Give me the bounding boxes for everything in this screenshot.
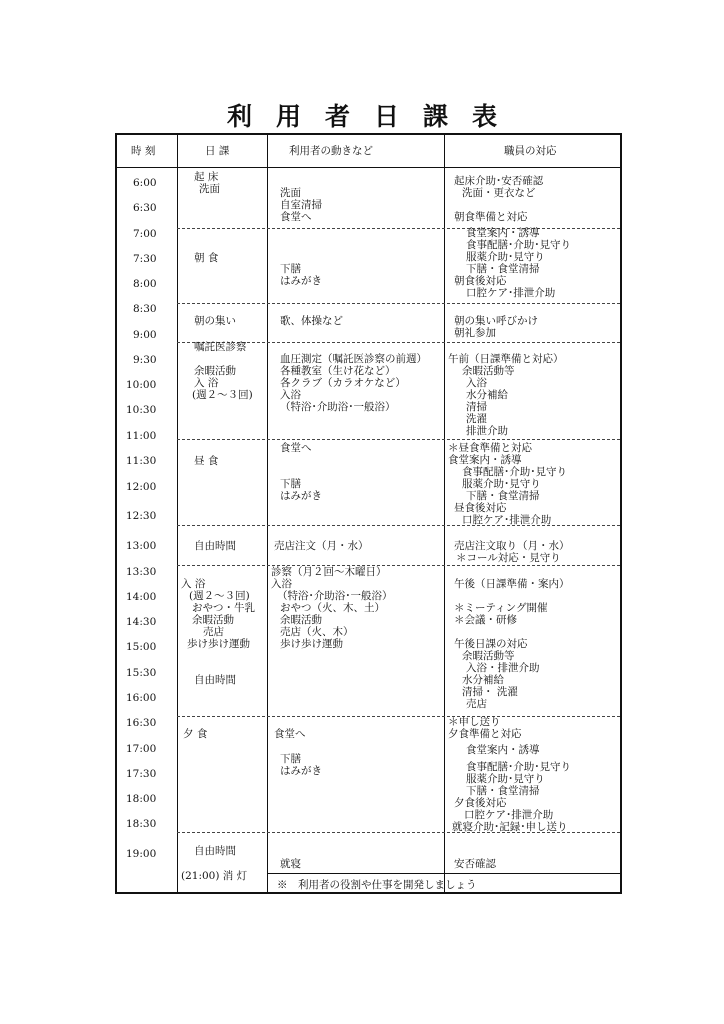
user-action: 就寝 <box>280 858 301 870</box>
schedule-item: 起 床 <box>194 171 219 183</box>
schedule-item: 昼 食 <box>194 455 219 467</box>
user-action: （特浴･介助浴･一般浴） <box>277 590 393 602</box>
staff-action: 午前（日課準備と対応） <box>448 353 564 365</box>
staff-action: ＊ミーティング開催 <box>454 602 548 614</box>
section-divider <box>177 525 620 526</box>
staff-action: 就寝介助･記録･申し送り <box>452 821 568 833</box>
time-label: 7:00 <box>133 228 157 240</box>
time-label: 13:30 <box>126 566 157 578</box>
schedule-item: 自由時間 <box>194 674 236 686</box>
time-label: 9:00 <box>133 329 157 341</box>
section-divider <box>177 228 620 229</box>
user-action: 入浴 <box>271 578 292 590</box>
section-divider <box>177 716 620 717</box>
staff-action: 食堂案内・誘導 <box>466 227 540 239</box>
user-action: 食堂へ <box>280 442 312 454</box>
staff-action: 下膳・食堂清掃 <box>466 490 540 502</box>
header-time: 時 刻 <box>131 145 156 157</box>
staff-action: 余暇活動等 <box>462 365 515 377</box>
staff-action: 入浴 <box>466 377 487 389</box>
user-action: はみがき <box>280 765 322 777</box>
user-action: 下膳 <box>280 753 301 765</box>
staff-action: ＊コール対応・見守り <box>456 552 561 564</box>
staff-action: 清掃・ 洗濯 <box>462 686 518 698</box>
staff-action: 入浴・排泄介助 <box>466 662 540 674</box>
staff-action: 売店注文取り（月・水） <box>454 540 570 552</box>
user-action: 歩け歩け運動 <box>280 638 343 650</box>
schedule-item: 余暇活動 <box>192 614 234 626</box>
staff-action: ＊会議・研修 <box>454 614 517 626</box>
note-rule <box>267 873 620 874</box>
user-action: 売店注文（月・水） <box>274 540 369 552</box>
user-action: 売店（火、木） <box>280 626 354 638</box>
staff-action: 洗面・更衣など <box>462 187 536 199</box>
staff-action: 朝の集い呼びかけ <box>454 315 538 327</box>
schedule-item: 歩け歩け運動 <box>187 638 250 650</box>
staff-action: 水分補給 <box>466 389 508 401</box>
user-action: 食堂へ <box>274 728 306 740</box>
user-action: はみがき <box>280 490 322 502</box>
staff-action: 服薬介助･見守り <box>466 251 545 263</box>
schedule-item: (週２～３回) <box>192 389 253 401</box>
staff-action: 余暇活動等 <box>462 650 515 662</box>
time-label: 8:00 <box>133 278 157 290</box>
time-label: 10:00 <box>126 379 157 391</box>
time-label: 8:30 <box>133 303 157 315</box>
time-label: 12:00 <box>126 481 157 493</box>
schedule-item: 入 浴 <box>194 377 219 389</box>
schedule-item: 自由時間 <box>194 845 236 857</box>
staff-action: 服薬介助･見守り <box>466 773 545 785</box>
header-staff-response: 職員の対応 <box>504 145 557 157</box>
staff-action: 午後（日課準備・案内） <box>454 578 570 590</box>
schedule-item: 売店 <box>203 626 224 638</box>
staff-action: 午後日課の対応 <box>454 638 528 650</box>
header-user-actions: 利用者の動きなど <box>289 145 373 157</box>
time-label: 18:00 <box>126 793 157 805</box>
time-label: 13:00 <box>126 540 157 552</box>
user-action: 自室清掃 <box>280 199 322 211</box>
staff-action: 起床介助･安否確認 <box>454 175 544 187</box>
staff-action: 口腔ケア･排泄介助 <box>464 809 554 821</box>
time-label: 6:00 <box>133 177 157 189</box>
staff-action: ＊昼食準備と対応 <box>448 442 532 454</box>
user-action: 洗面 <box>280 187 301 199</box>
staff-action: 下膳・食堂清掃 <box>466 785 540 797</box>
staff-action: 口腔ケア･排泄介助 <box>466 287 556 299</box>
staff-action: 安否確認 <box>454 858 496 870</box>
staff-action: 夕食後対応 <box>454 797 507 809</box>
schedule-table <box>115 133 622 894</box>
section-divider <box>177 303 620 304</box>
staff-action: 排泄介助 <box>466 425 508 437</box>
staff-action: 朝礼参加 <box>454 327 496 339</box>
staff-action: 食事配膳･介助･見守り <box>462 466 567 478</box>
time-label: 7:30 <box>133 253 157 265</box>
user-action: 血圧測定（嘱託医診察の前週） <box>280 353 427 365</box>
schedule-item: 嘱託医診察 <box>194 341 247 353</box>
staff-action: ＊申し送り <box>448 716 501 728</box>
time-label: 10:30 <box>126 404 157 416</box>
time-label: 16:30 <box>126 717 157 729</box>
staff-action: 売店 <box>466 698 487 710</box>
schedule-item: 夕 食 <box>183 728 208 740</box>
schedule-item: 余暇活動 <box>194 365 236 377</box>
staff-action: 朝食後対応 <box>454 275 507 287</box>
time-label: 11:30 <box>126 455 157 467</box>
schedule-item: おやつ・牛乳 <box>192 602 255 614</box>
staff-action: 下膳・食堂清掃 <box>466 263 540 275</box>
user-action: 下膳 <box>280 478 301 490</box>
staff-action: 水分補給 <box>462 674 504 686</box>
time-label: 17:00 <box>126 743 157 755</box>
schedule-item: (週２～３回) <box>189 590 250 602</box>
schedule-item: (21:00) 消 灯 <box>181 870 248 882</box>
user-action: 下膳 <box>280 263 301 275</box>
user-action: 各クラブ（カラオケなど） <box>280 377 406 389</box>
user-action: 各種教室（生け花など） <box>280 365 396 377</box>
column-divider <box>444 135 445 892</box>
footer-note: ※ 利用者の役割や仕事を開発しましょう <box>277 879 477 891</box>
column-divider <box>177 135 178 892</box>
schedule-item: 洗面 <box>199 183 220 195</box>
staff-action: 食事配膳･介助･見守り <box>466 761 571 773</box>
user-action: はみがき <box>280 275 322 287</box>
time-label: 19:00 <box>126 848 157 860</box>
staff-action: 食堂案内・誘導 <box>448 454 522 466</box>
schedule-item: 朝 食 <box>194 252 219 264</box>
time-label: 18:30 <box>126 818 157 830</box>
time-label: 16:00 <box>126 692 157 704</box>
staff-action: 洗濯 <box>466 413 487 425</box>
time-label: 9:30 <box>133 354 157 366</box>
section-divider <box>177 439 620 440</box>
staff-action: 口腔ケア･排泄介助 <box>462 514 552 526</box>
staff-action: 朝食準備と対応 <box>454 211 528 223</box>
time-label: 15:00 <box>126 641 157 653</box>
column-divider <box>267 135 268 892</box>
schedule-item: 入 浴 <box>181 578 206 590</box>
time-label: 12:30 <box>126 510 157 522</box>
user-action: おやつ（火、木、土） <box>280 602 385 614</box>
user-action: 余暇活動 <box>280 614 322 626</box>
user-action: 診察（月２回～木曜日） <box>271 566 387 578</box>
header-schedule: 日 課 <box>205 145 230 157</box>
section-divider <box>177 565 620 566</box>
time-label: 14:00 <box>126 591 157 603</box>
user-action: 歌、体操など <box>280 315 343 327</box>
time-label: 14:30 <box>126 616 157 628</box>
time-label: 11:00 <box>126 430 157 442</box>
time-label: 15:30 <box>126 667 157 679</box>
staff-action: 昼食後対応 <box>454 502 507 514</box>
time-label: 17:30 <box>126 768 157 780</box>
header-rule <box>117 167 620 168</box>
user-action: （特浴･介助浴･一般浴） <box>280 401 396 413</box>
user-action: 食堂へ <box>280 211 312 223</box>
staff-action: 食事配膳･介助･見守り <box>466 239 571 251</box>
staff-action: 服薬介助･見守り <box>462 478 541 490</box>
schedule-item: 朝の集い <box>194 315 236 327</box>
staff-action: 夕食準備と対応 <box>448 728 522 740</box>
user-action: 入浴 <box>280 389 301 401</box>
schedule-item: 自由時間 <box>194 540 236 552</box>
page-title: 利用者日課表 <box>226 102 521 131</box>
staff-action: 食堂案内・誘導 <box>466 744 540 756</box>
time-label: 6:30 <box>133 202 157 214</box>
staff-action: 清掃 <box>466 401 487 413</box>
